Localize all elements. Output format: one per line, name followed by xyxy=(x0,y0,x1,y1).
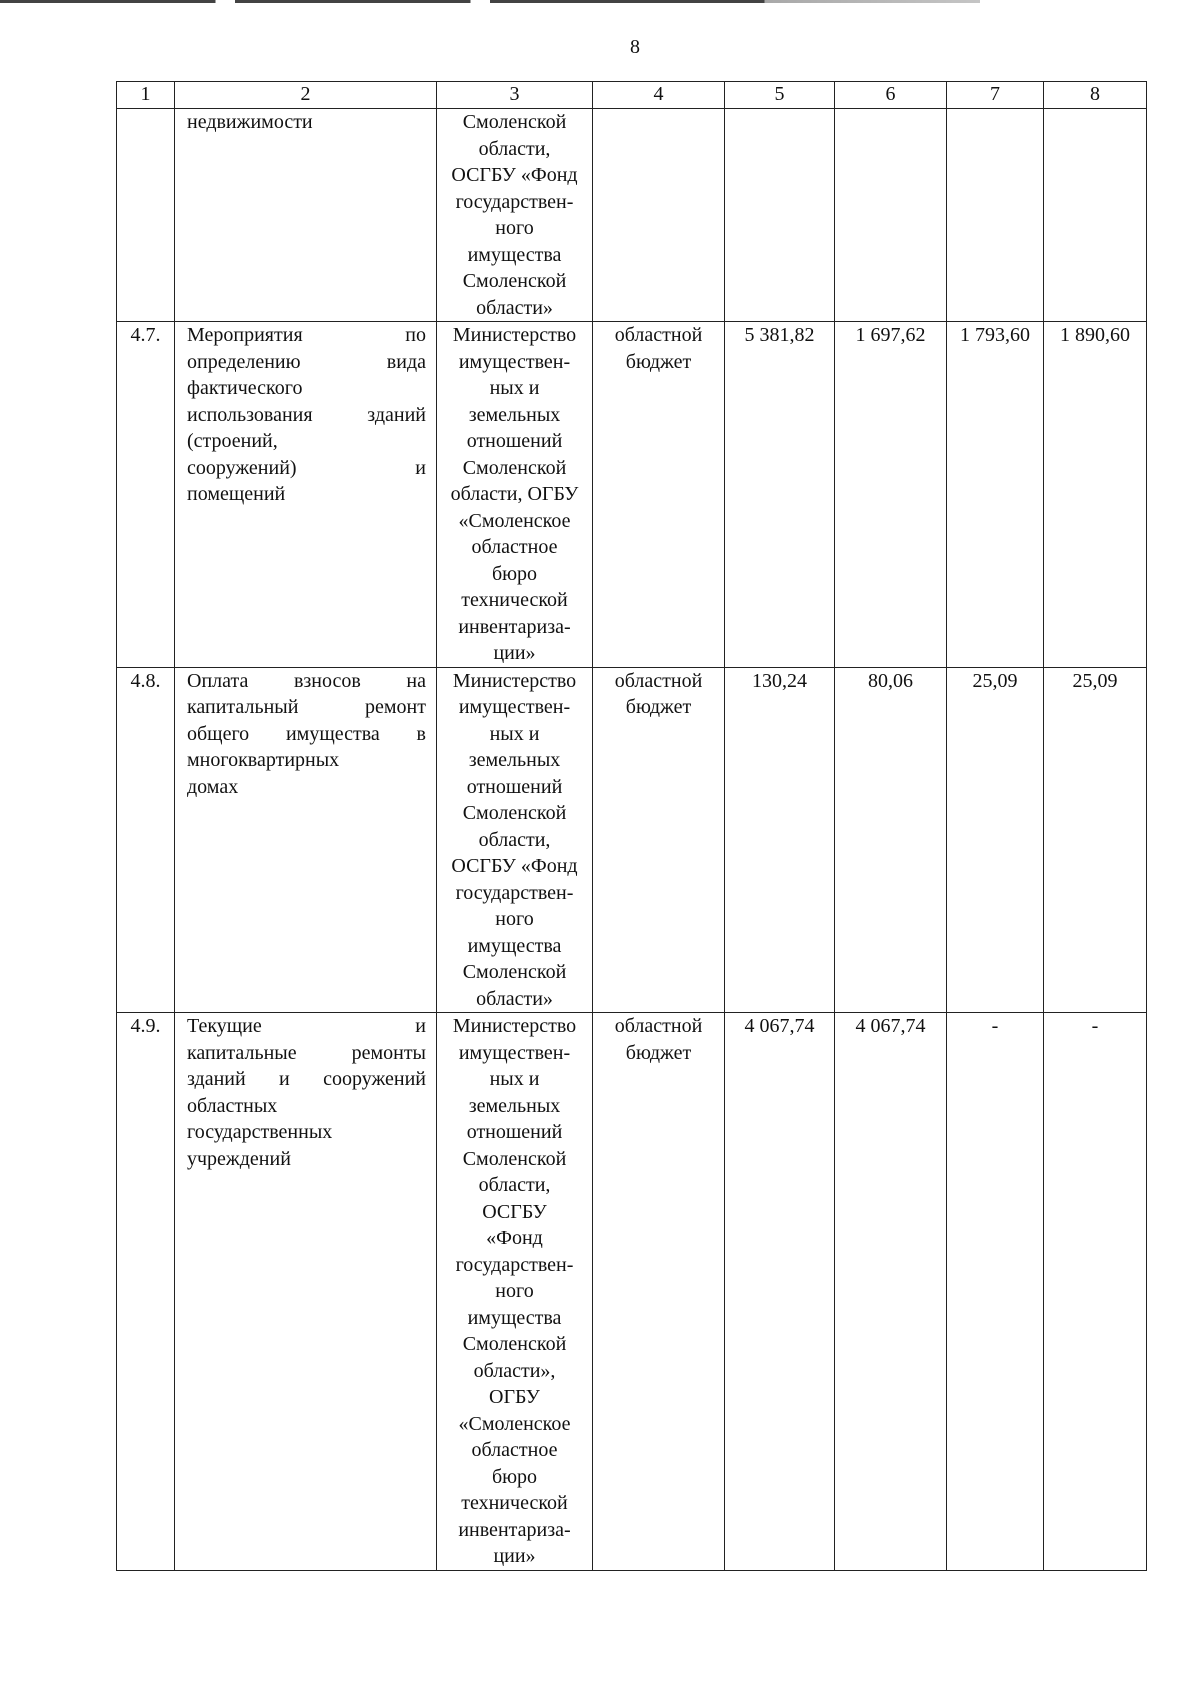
amount-year-3: 25,09 xyxy=(1044,667,1147,1013)
header-col-6: 6 xyxy=(835,82,947,109)
executor-line: ОСГБУ «Фонд xyxy=(451,855,578,877)
executor-line: государствен- xyxy=(455,190,574,213)
activity-name-line: зданий и сооружений xyxy=(187,1068,426,1090)
amount-year-1: 80,06 xyxy=(835,667,947,1013)
executor-line: области» xyxy=(476,296,553,319)
executor-line: ных и xyxy=(489,377,540,399)
executor-line: имуществен- xyxy=(458,696,571,718)
item-number: 4.9. xyxy=(117,1013,175,1571)
executor-line: ОСГБУ «Фонд xyxy=(451,164,578,186)
funding-source xyxy=(593,109,725,322)
executor-line: Смоленской xyxy=(462,270,567,292)
activity-name xyxy=(175,322,437,668)
executor xyxy=(437,322,593,668)
executor-line: отношений xyxy=(466,430,563,452)
funding-source-line: областной xyxy=(614,1015,703,1037)
executor-line: имуществен- xyxy=(458,1041,571,1064)
executor-line: имущества xyxy=(467,243,562,266)
executor-line: области, xyxy=(478,1174,551,1196)
table-row xyxy=(117,322,1147,668)
executor-line: государствен- xyxy=(455,1253,574,1276)
activity-name-line: многоквартирных xyxy=(187,749,340,771)
activity-name-line: сооружений) и xyxy=(187,456,426,479)
executor-line: областное xyxy=(471,536,558,558)
activity-name xyxy=(175,109,437,322)
executor-line: Смоленской xyxy=(462,1147,567,1170)
activity-name-line: фактического xyxy=(187,377,303,399)
executor-line: Смоленской xyxy=(462,111,567,133)
item-number xyxy=(117,109,175,322)
amount-total: 4 067,74 xyxy=(725,1013,835,1571)
header-col-2: 2 xyxy=(175,82,437,109)
header-col-7: 7 xyxy=(947,82,1044,109)
funding-source xyxy=(593,322,725,668)
executor-line: «Фонд xyxy=(486,1227,543,1249)
activity-name-line: Оплата взносов на xyxy=(187,669,426,692)
executor-line: Смоленской xyxy=(462,1333,567,1355)
funding-source xyxy=(593,1013,725,1571)
executor-line: технической xyxy=(461,1492,568,1514)
amount-year-1: 4 067,74 xyxy=(835,1013,947,1571)
executor-line: бюро xyxy=(491,1465,538,1488)
executor-line: технической xyxy=(461,589,568,611)
executor-line: Смоленской xyxy=(462,961,567,983)
amount-year-2: 25,09 xyxy=(947,667,1044,1013)
executor-line: Министерство xyxy=(452,324,577,346)
executor-line: ОСГБУ xyxy=(482,1200,547,1223)
executor-line: ного xyxy=(495,217,534,239)
executor-line: отношений xyxy=(466,1121,563,1143)
executor-line: инвентариза- xyxy=(458,615,571,638)
amount-year-3: - xyxy=(1044,1013,1147,1571)
executor-line: бюро xyxy=(491,562,538,585)
executor-line: ных и xyxy=(489,722,540,745)
executor-line: ных и xyxy=(489,1068,540,1090)
executor xyxy=(437,109,593,322)
executor-line: Смоленской xyxy=(462,456,567,479)
executor-line: земельных xyxy=(468,403,561,426)
executor-line: имуществен- xyxy=(458,350,571,373)
executor-line: ного xyxy=(495,908,534,930)
header-col-3: 3 xyxy=(437,82,593,109)
activity-name-line: Мероприятия по xyxy=(187,324,426,346)
amount-year-3 xyxy=(1044,109,1147,322)
executor-line: земельных xyxy=(468,749,561,771)
executor-line: ОГБУ xyxy=(489,1386,540,1408)
executor-line: «Смоленское xyxy=(458,509,571,532)
executor-line: ции» xyxy=(493,642,536,664)
amount-total: 5 381,82 xyxy=(725,322,835,668)
amount-year-1 xyxy=(835,109,947,322)
scan-artifact-line xyxy=(0,0,980,3)
executor-line: государствен- xyxy=(455,881,574,904)
executor-line: имущества xyxy=(467,934,562,957)
activity-name-line: Текущие и xyxy=(187,1015,426,1037)
executor xyxy=(437,667,593,1013)
activity-name xyxy=(175,1013,437,1571)
executor-line: Смоленской xyxy=(462,802,567,824)
amount-year-2: - xyxy=(947,1013,1044,1571)
activity-name-line: домах xyxy=(187,775,239,798)
activity-name-line: (строений, xyxy=(187,430,278,452)
executor-line: области, ОГБУ xyxy=(450,483,579,505)
funding-source-line: областной xyxy=(614,324,703,346)
activity-name-line: использования зданий xyxy=(187,403,426,426)
header-col-5: 5 xyxy=(725,82,835,109)
executor-line: «Смоленское xyxy=(458,1412,571,1435)
header-col-1: 1 xyxy=(117,82,175,109)
amount-year-2 xyxy=(947,109,1044,322)
activity-name-line: общего имущества в xyxy=(187,722,426,745)
funding-source-line: бюджет xyxy=(625,1041,692,1064)
funding-source-line: бюджет xyxy=(625,350,692,373)
item-number: 4.7. xyxy=(117,322,175,668)
executor xyxy=(437,1013,593,1571)
header-col-4: 4 xyxy=(593,82,725,109)
activity-name-line: помещений xyxy=(187,483,286,505)
executor-line: Министерство xyxy=(452,669,577,692)
activity-name-line: недвижимости xyxy=(187,111,313,133)
executor-line: области, xyxy=(478,828,551,851)
amount-total: 130,24 xyxy=(725,667,835,1013)
executor-line: земельных xyxy=(468,1094,561,1117)
table-row xyxy=(117,667,1147,1013)
funding-source-line: областной xyxy=(614,669,703,692)
amount-total xyxy=(725,109,835,322)
executor-line: ного xyxy=(495,1280,534,1302)
page-number: 8 xyxy=(630,36,640,58)
activity-name-line: учреждений xyxy=(187,1147,291,1170)
activity-name-line: капитальные ремонты xyxy=(187,1041,426,1064)
executor-line: Министерство xyxy=(452,1015,577,1037)
executor-line: отношений xyxy=(466,775,563,798)
amount-year-1: 1 697,62 xyxy=(835,322,947,668)
funding-source-line: бюджет xyxy=(625,696,692,718)
activity-name-line: государственных xyxy=(187,1121,333,1143)
table-row xyxy=(117,109,1147,322)
activity-name-line: капитальный ремонт xyxy=(187,696,426,718)
program-activities-table xyxy=(116,81,1147,1571)
executor-line: областное xyxy=(471,1439,558,1461)
activity-name-line: областных xyxy=(187,1094,278,1117)
executor-line: ции» xyxy=(493,1545,536,1567)
activity-name-line: определению вида xyxy=(187,350,426,373)
amount-year-3: 1 890,60 xyxy=(1044,322,1147,668)
executor-line: области» xyxy=(476,987,553,1010)
header-row xyxy=(117,82,1147,109)
executor-line: области», xyxy=(473,1359,556,1382)
executor-line: имущества xyxy=(467,1306,562,1329)
table-row xyxy=(117,1013,1147,1571)
amount-year-2: 1 793,60 xyxy=(947,322,1044,668)
executor-line: инвентариза- xyxy=(458,1518,571,1541)
header-col-8: 8 xyxy=(1044,82,1147,109)
funding-source xyxy=(593,667,725,1013)
item-number: 4.8. xyxy=(117,667,175,1013)
executor-line: области, xyxy=(478,137,551,160)
activity-name xyxy=(175,667,437,1013)
